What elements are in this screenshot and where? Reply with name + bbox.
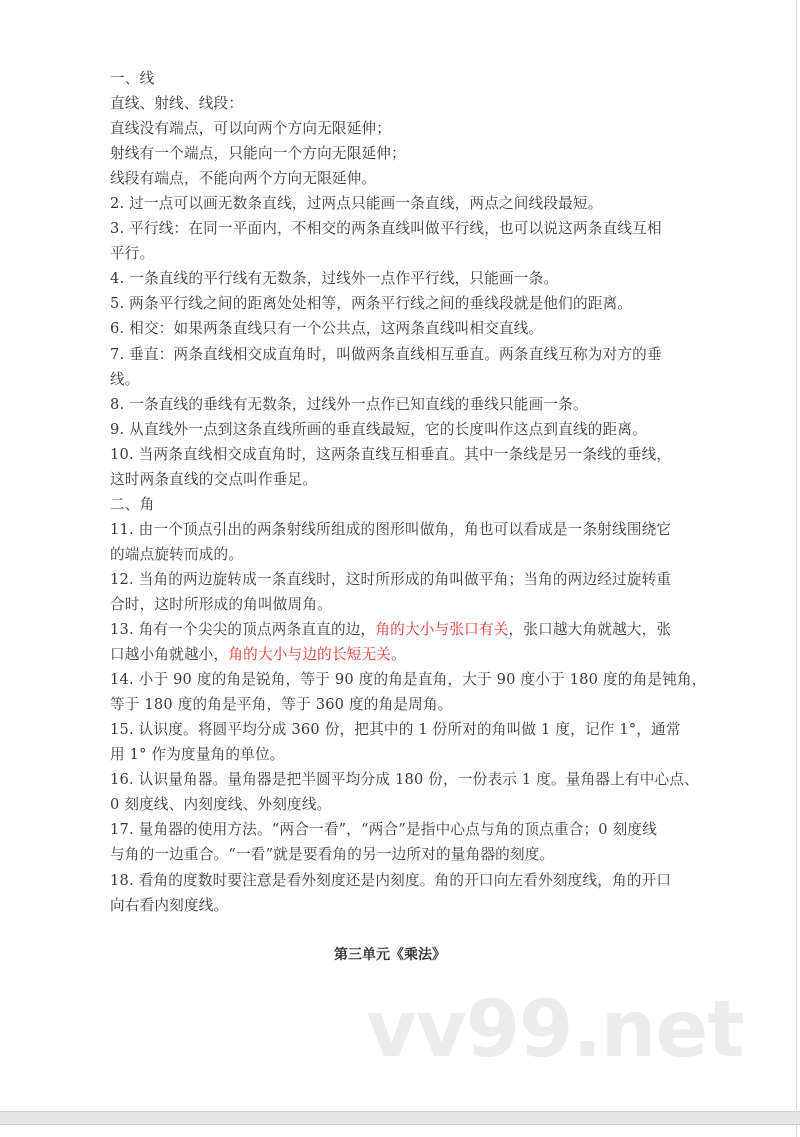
text-segment: 口越小角就越小， <box>110 646 229 664</box>
text-line <box>110 291 695 316</box>
text-segment: 6. 相交：如果两条直线只有一个公共点，这两条直线叫相交直线。 <box>110 320 544 338</box>
text-segment: ，张口越大角就越大，张 <box>508 621 672 639</box>
text-line <box>110 717 695 742</box>
text-segment: 3. 平行线：在同一平面内，不相交的两条直线叫做平行线，也可以说这两条直线互相 <box>110 220 662 238</box>
text-segment: 16. 认识量角器。量角器是把半圆平均分成 180 份，一份表示 1 度。量角器上有中心点、 <box>110 771 699 789</box>
text-segment: 向右看内刻度线。 <box>110 896 229 914</box>
text-line <box>110 241 695 266</box>
text-segment: 18. 看角的度数时要注意是看外刻度还是内刻度。角的开口向左看外刻度线，角的开口 <box>110 871 672 889</box>
text-line <box>110 492 695 517</box>
text-line <box>110 442 695 467</box>
text-line <box>110 617 695 642</box>
text-segment: 17. 量角器的使用方法。“两合一看”，“两合”是指中心点与角的顶点重合；0 刻度线 <box>110 821 658 839</box>
text-line <box>110 742 695 767</box>
text-segment: 的端点旋转而成的。 <box>110 545 244 563</box>
document-body <box>110 66 707 918</box>
text-segment: 这时两条直线的交点叫作垂足。 <box>110 470 318 488</box>
text-segment: 2. 过一点可以画无数条直线，过两点只能画一条直线，两点之间线段最短。 <box>110 195 603 213</box>
text-segment: 11. 由一个顶点引出的两条射线所组成的图形叫做角，角也可以看成是一条射线围绕它 <box>110 520 672 538</box>
text-line <box>110 316 695 341</box>
text-segment: 直线、射线、线段： <box>110 95 244 113</box>
text-segment: 15. 认识度。将圆平均分成 360 份，把其中的 1 份所对的角叫做 1 度，记作 1°，通常 <box>110 721 681 739</box>
text-segment: 8. 一条直线的垂线有无数条，过线外一点作已知直线的垂线只能画一条。 <box>110 395 588 413</box>
text-segment: 二、角 <box>110 495 155 513</box>
text-segment: 与角的一边重合。“一看”就是要看角的另一边所对的量角器的刻度。 <box>110 846 555 864</box>
text-segment: 0 刻度线、内刻度线、外刻度线。 <box>110 796 332 814</box>
text-segment: 12. 当角的两边旋转成一条直线时，这时所形成的角叫做平角；当角的两边经过旋转重 <box>110 570 672 588</box>
highlighted-text: 角的大小与张口有关 <box>375 621 509 639</box>
text-line <box>110 266 695 291</box>
text-segment: 。 <box>391 646 406 664</box>
text-segment: 一、线 <box>110 70 155 87</box>
text-segment: 直线没有端点，可以向两个方向无限延伸； <box>110 120 392 138</box>
text-line <box>110 216 695 241</box>
page-separator <box>0 1111 800 1125</box>
section-title: 第三单元《乘法》 <box>334 947 446 963</box>
text-line <box>110 467 695 492</box>
text-line <box>110 342 695 367</box>
text-segment: 线。 <box>110 370 140 388</box>
text-segment: 用 1° 作为度量角的单位。 <box>110 746 285 764</box>
text-segment: 等于 180 度的角是平角，等于 360 度的角是周角。 <box>110 696 453 714</box>
text-line <box>110 91 695 116</box>
text-segment: 10. 当两条直线相交成直角时，这两条直线互相垂直。其中一条线是另一条线的垂线， <box>110 445 672 463</box>
text-line <box>110 66 695 91</box>
text-line <box>110 692 695 717</box>
text-segment: 线段有端点，不能向两个方向无限延伸。 <box>110 170 377 188</box>
text-line <box>110 517 695 542</box>
text-segment: 4. 一条直线的平行线有无数条，过线外一点作平行线，只能画一条。 <box>110 270 559 288</box>
next-page <box>0 1125 797 1137</box>
text-line <box>110 592 695 617</box>
text-line <box>110 542 695 567</box>
text-line <box>110 792 695 817</box>
text-line <box>110 392 695 417</box>
text-line <box>110 166 695 191</box>
text-line <box>110 191 695 216</box>
text-segment: 9. 从直线外一点到这条直线所画的垂直线最短，它的长度叫作这点到直线的距离。 <box>110 420 647 438</box>
text-segment: 5. 两条平行线之间的距离处处相等，两条平行线之间的垂线段就是他们的距离。 <box>110 295 633 313</box>
text-line <box>110 667 707 692</box>
text-segment: 合时，这时所形成的角叫做周角。 <box>110 595 332 613</box>
text-segment: 13. 角有一个尖尖的顶点两条直直的边， <box>110 621 376 639</box>
text-line <box>110 567 695 592</box>
text-line <box>110 868 695 893</box>
text-line <box>110 141 695 166</box>
text-line <box>110 642 695 667</box>
text-line <box>110 893 695 918</box>
text-line <box>110 116 695 141</box>
text-line <box>110 767 699 792</box>
text-line <box>110 842 695 867</box>
text-segment: 平行。 <box>110 245 155 263</box>
text-segment: 射线有一个端点，只能向一个方向无限延伸； <box>110 145 406 163</box>
text-line <box>110 817 695 842</box>
text-line <box>110 417 695 442</box>
text-line <box>110 367 695 392</box>
watermark: vv99.net <box>366 985 744 1075</box>
text-segment: 7. 垂直：两条直线相交成直角时，叫做两条直线相互垂直。两条直线互称为对方的垂 <box>110 345 662 363</box>
highlighted-text: 角的大小与边的长短无关 <box>228 646 392 664</box>
text-segment: 14. 小于 90 度的角是锐角，等于 90 度的角是直角，大于 90 度小于 180 度的角是钝角， <box>110 671 707 689</box>
